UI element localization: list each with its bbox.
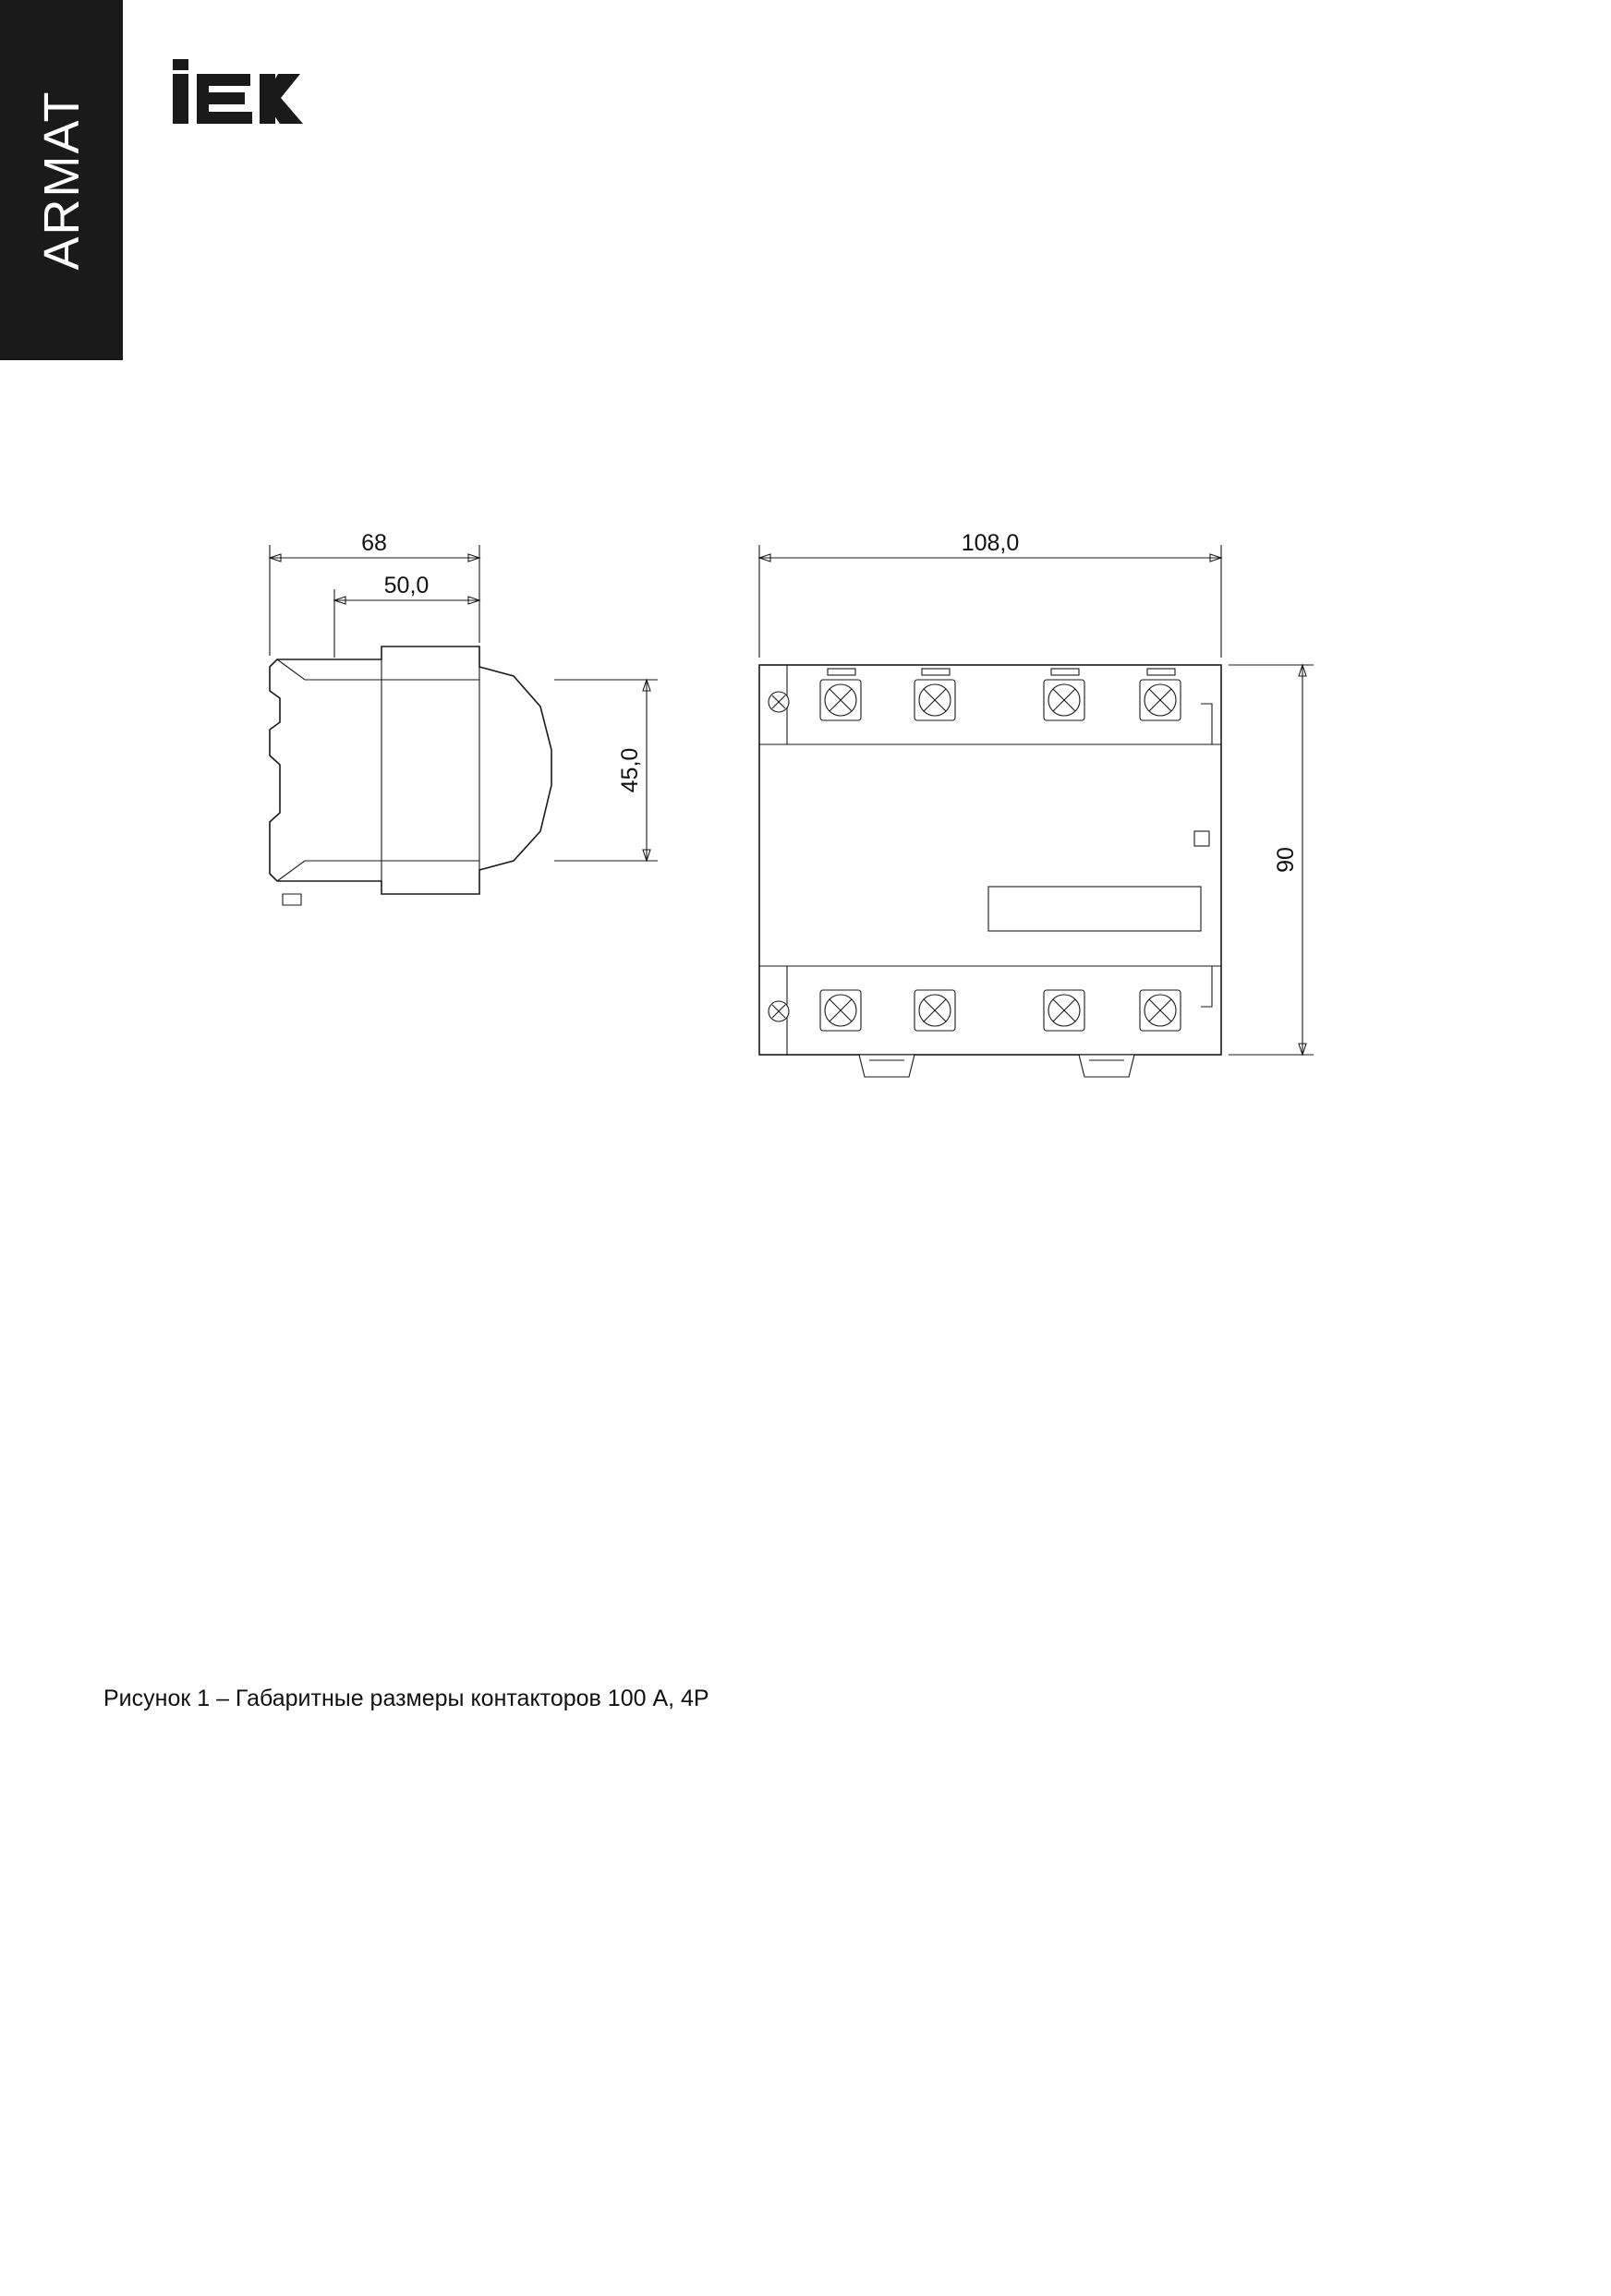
- dim-height-total: [1229, 665, 1314, 1055]
- dimension-drawing: [0, 517, 1611, 1164]
- dim-depth-front: [334, 573, 479, 658]
- front-view: [759, 530, 1314, 1077]
- series-brand-bar: [0, 0, 123, 360]
- mounting-feet: [859, 1055, 1134, 1077]
- dim-width-total-label: 108,0: [961, 530, 1020, 556]
- dim-depth-front-label: 50,0: [383, 573, 430, 598]
- side-view: [270, 530, 658, 905]
- dim-depth-total-label: 68: [361, 530, 387, 556]
- dim-height-body-label: 45,0: [617, 747, 643, 793]
- figure-caption: Рисунок 1 – Габаритные размеры контакторов 100 А, 4Р: [103, 1686, 709, 1711]
- dim-depth-total: [270, 530, 479, 656]
- iek-logo: [171, 57, 356, 140]
- dim-height-body: [554, 680, 658, 861]
- dim-width-total: [759, 530, 1221, 658]
- dim-height-total-label: 90: [1273, 847, 1299, 873]
- series-label: ARMAT: [33, 90, 90, 271]
